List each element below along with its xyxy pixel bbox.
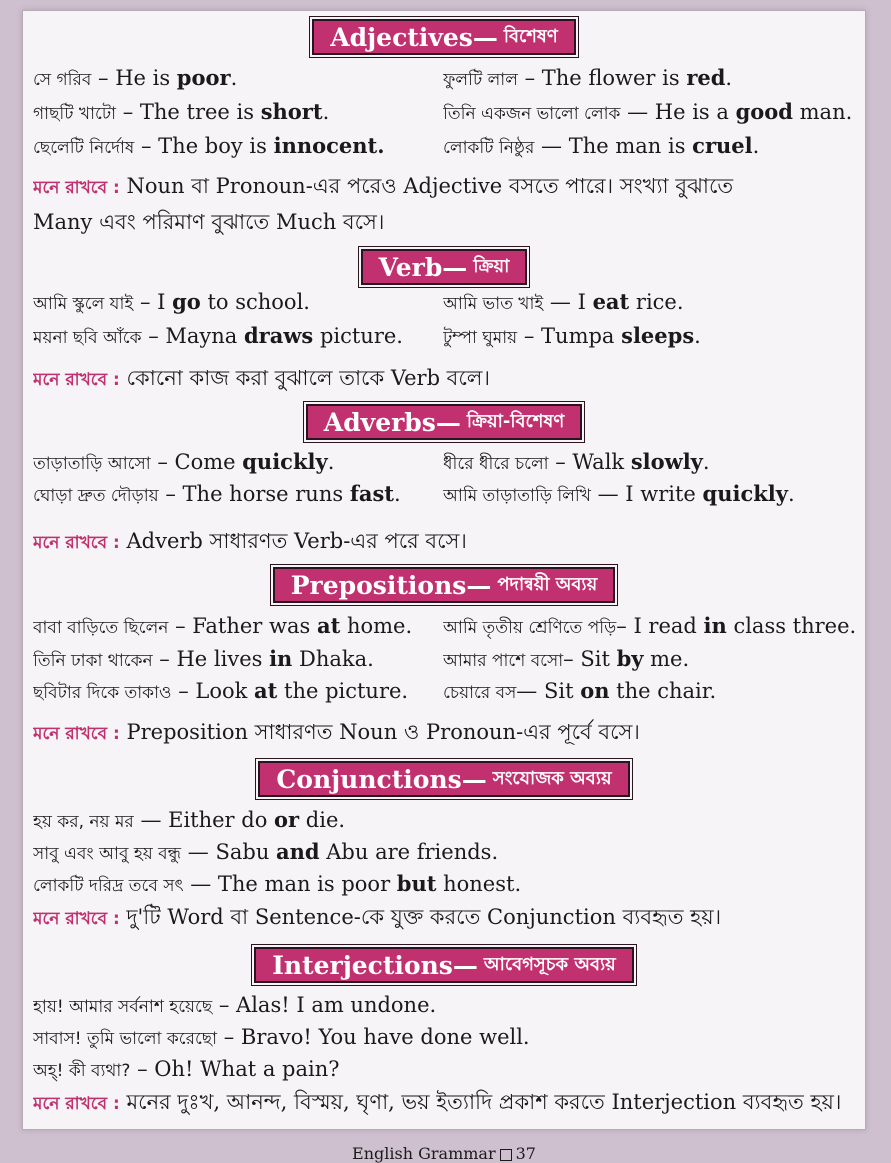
example-right [443, 447, 857, 479]
example-right-english: — I [543, 290, 593, 314]
example-english: – Bravo! You have done well. [217, 1025, 530, 1049]
example-left-bangla: ঘোড়া দ্রুত দৌড়ায় [33, 486, 159, 506]
example-left-bangla: আমি স্কুলে যাই [33, 294, 134, 314]
example-left-english: – He lives [152, 647, 270, 671]
example-left [33, 611, 443, 643]
conjunctions-example-line [33, 837, 857, 869]
example-bangla: হয় কর, নয় মর [33, 812, 134, 832]
prepositions-heading [273, 567, 615, 603]
remember-label: মনে রাখবে : [33, 1094, 120, 1114]
example-keyword: and [276, 839, 320, 864]
example-left [33, 644, 443, 676]
verb-heading-en: Verb— [378, 252, 468, 282]
example-left-english-end: . [393, 482, 401, 506]
example-left-english-end: to school. [200, 290, 310, 314]
example-right-english: – Tumpa [517, 324, 622, 348]
example-left-keyword: at [316, 613, 341, 638]
example-left [33, 321, 443, 353]
example-bangla: সাবু এবং আবু হয় বন্ধু [33, 844, 182, 864]
example-left-english: – I [133, 290, 173, 314]
footer-page-number: 37 [515, 1144, 536, 1163]
prepositions-remember-note [33, 717, 857, 749]
example-right-bangla: টুম্পা ঘুমায় [443, 328, 518, 348]
example-right-keyword: slowly [630, 449, 703, 474]
example-keyword: but [396, 871, 437, 896]
conjunctions-heading-en: Conjunctions— [276, 764, 487, 794]
example-right [443, 479, 857, 511]
example-right [443, 63, 857, 95]
example-left-english-end: home. [340, 614, 413, 638]
example-left-keyword: go [172, 289, 201, 314]
example-right [443, 611, 857, 643]
example-right-keyword: on [580, 678, 610, 703]
interjections-heading-row [23, 947, 865, 983]
example-bangla: অহ্! কী ব্যথা? [33, 1061, 131, 1081]
example-right-bangla: চেয়ারে বস [443, 683, 517, 703]
example-right [443, 644, 857, 676]
example-right-bangla: লোকটি নিষ্ঠুর [443, 138, 535, 158]
example-left-english-end: . [327, 450, 335, 474]
adjectives-example-row [33, 131, 857, 163]
example-right-english-end: me. [643, 647, 690, 671]
remember-label: মনে রাখবে : [33, 724, 120, 744]
example-left-bangla: ছবিটার দিকে তাকাও [33, 683, 172, 703]
example-right-keyword: by [616, 646, 644, 671]
remember-text: কোনো কাজ করা বুঝালে তাকে Verb বলে। [126, 366, 490, 390]
remember-text: দু'টি Word বা Sentence-কে যুক্ত করতে Conjunction ব্যবহৃত হয়। [126, 905, 722, 929]
example-bangla: সাবাস! তুমি ভালো করেছো [33, 1029, 218, 1049]
verb-heading-row [23, 249, 865, 285]
interjections-remember-note [33, 1087, 857, 1119]
remember-label: মনে রাখবে : [33, 178, 120, 198]
example-english-end: Abu are friends. [319, 840, 499, 864]
example-right-english-end: . [752, 134, 760, 158]
example-english-end: die. [299, 808, 346, 832]
book-page [22, 10, 866, 1163]
example-right-bangla: ফুলটি লাল [443, 70, 518, 90]
example-right-english: – Walk [548, 450, 631, 474]
adjectives-heading-row [23, 19, 865, 55]
adjectives-heading [312, 19, 575, 55]
example-right-keyword: in [703, 613, 727, 638]
interjections-heading [254, 947, 634, 983]
adjectives-remember-note [33, 171, 857, 203]
example-left-bangla: ময়না ছবি আঁকে [33, 328, 142, 348]
example-bangla: হায়! আমার সর্বনাশ হয়েছে [33, 997, 213, 1017]
example-left-english: – The horse runs [158, 482, 350, 506]
adverbs-remember-note [33, 526, 857, 558]
example-left [33, 447, 443, 479]
example-right-english: – Sit [563, 647, 617, 671]
example-left-english: – Father was [168, 614, 317, 638]
example-right-keyword: cruel [692, 133, 753, 158]
example-left-english: – Come [150, 450, 243, 474]
conjunctions-heading-row [23, 761, 865, 797]
example-right [443, 97, 857, 129]
adjectives-heading-bn: বিশেষণ [503, 25, 558, 47]
adverbs-heading-row [23, 404, 865, 440]
example-right-english-end: rice. [629, 290, 684, 314]
interjections-heading-en: Interjections— [272, 950, 478, 980]
verb-remember-note [33, 363, 857, 395]
remember-label: মনে রাখবে : [33, 533, 120, 553]
interjections-example-line [33, 990, 857, 1022]
example-left-keyword: short [260, 99, 323, 124]
example-left-english-end: . [322, 100, 330, 124]
prepositions-example-row [33, 611, 857, 643]
adjectives-example-row [33, 63, 857, 95]
example-right-bangla: আমার পাশে বসো [443, 651, 564, 671]
example-right-english: — The man is [534, 134, 693, 158]
adjectives-heading-en: Adjectives— [330, 22, 498, 52]
remember-text: Many এবং পরিমাণ বুঝাতে Much বসে। [33, 210, 385, 234]
prepositions-heading-row [23, 567, 865, 603]
example-right-bangla: আমি তৃতীয় শ্রেণিতে পড়ি [443, 618, 617, 638]
example-left-keyword: draws [244, 323, 314, 348]
example-left-english-end: Dhaka. [292, 647, 374, 671]
verb-heading [361, 249, 528, 285]
footer-book-title: English Grammar [352, 1144, 496, 1163]
remember-text: Preposition সাধারণত Noun ও Pronoun-এর পূর্বে বসে। [126, 720, 640, 744]
verb-heading-bn: ক্রিয়া [473, 255, 510, 277]
example-left [33, 131, 443, 163]
example-right-english: — He is a [620, 100, 736, 124]
example-left-bangla: তাড়াতাড়ি আসো [33, 454, 151, 474]
adjectives-example-row [33, 97, 857, 129]
page-footer [23, 1144, 865, 1163]
example-right-english-end: class three. [726, 614, 857, 638]
interjections-example-line [33, 1022, 857, 1054]
example-left-bangla: ছেলেটি নির্দোষ [33, 138, 135, 158]
conjunctions-example-line [33, 805, 857, 837]
example-left-keyword: innocent. [273, 133, 385, 158]
example-left-keyword: fast [349, 481, 394, 506]
example-left-english-end: the picture. [277, 679, 409, 703]
example-right-keyword: quickly [702, 481, 788, 506]
verb-example-row [33, 287, 857, 319]
example-english: – Alas! I am undone. [212, 993, 437, 1017]
conjunctions-heading [258, 761, 629, 797]
example-bangla: লোকটি দরিদ্র তবে সৎ [33, 876, 184, 896]
example-right [443, 131, 857, 163]
adverbs-heading [306, 404, 582, 440]
example-left [33, 479, 443, 511]
example-left-bangla: সে গরিব [33, 70, 92, 90]
example-right-english-end: the chair. [609, 679, 717, 703]
adverbs-heading-bn: ক্রিয়া-বিশেষণ [466, 410, 565, 432]
remember-label: মনে রাখবে : [33, 909, 120, 929]
example-english: — Sabu [181, 840, 277, 864]
example-right-english: — Sit [516, 679, 581, 703]
example-right-english-end: . [702, 450, 710, 474]
adverbs-heading-en: Adverbs— [323, 407, 461, 437]
example-left [33, 676, 443, 708]
example-right-english: – The flower is [517, 66, 687, 90]
example-left-keyword: at [254, 678, 278, 703]
interjections-heading-bn: আবেগসূচক অব্যয় [483, 953, 616, 975]
remember-text: Adverb সাধারণত Verb-এর পরে বসে। [126, 529, 467, 553]
example-right-english-end: man. [792, 100, 853, 124]
example-left-english: – Mayna [141, 324, 244, 348]
example-right-bangla: তিনি একজন ভালো লোক [443, 104, 621, 124]
example-right-keyword: red [686, 65, 726, 90]
example-right [443, 676, 857, 708]
example-right-keyword: sleeps [621, 323, 695, 348]
example-left-english-end: picture. [313, 324, 403, 348]
example-right-english-end: . [787, 482, 795, 506]
example-english: — The man is poor [183, 872, 397, 896]
example-keyword: or [274, 807, 300, 832]
example-left-english: – Look [171, 679, 255, 703]
conjunctions-remember-note [33, 902, 857, 934]
prepositions-example-row [33, 644, 857, 676]
example-right-keyword: good [735, 99, 793, 124]
example-left [33, 97, 443, 129]
example-right [443, 287, 857, 319]
conjunctions-example-line [33, 869, 857, 901]
example-english: – Oh! What a pain? [130, 1057, 340, 1081]
example-right-english-end: . [725, 66, 733, 90]
prepositions-heading-bn: পদান্বয়ী অব্যয় [497, 573, 598, 595]
adjectives-remember-note [33, 207, 857, 237]
example-right [443, 321, 857, 353]
remember-text: Noun বা Pronoun-এর পরেও Adjective বসতে পারে। সংখ্যা বুঝাতে [126, 174, 734, 198]
example-left-keyword: in [269, 646, 293, 671]
example-left-bangla: গাছটি খাটো [33, 104, 117, 124]
example-right-bangla: ধীরে ধীরে চলো [443, 454, 549, 474]
example-left-english-end: . [230, 66, 238, 90]
example-left-english: – He is [91, 66, 177, 90]
example-right-bangla: আমি ভাত খাই [443, 294, 544, 314]
example-left-keyword: poor [176, 65, 231, 90]
example-left-keyword: quickly [242, 449, 328, 474]
verb-example-row [33, 321, 857, 353]
example-left [33, 287, 443, 319]
adverbs-example-row [33, 479, 857, 511]
interjections-example-line [33, 1054, 857, 1086]
remember-label: মনে রাখবে : [33, 370, 120, 390]
example-english: — Either do [133, 808, 275, 832]
example-right-bangla: আমি তাড়াতাড়ি লিখি [443, 486, 591, 506]
example-right-english: — I write [590, 482, 703, 506]
example-left [33, 63, 443, 95]
remember-text: মনের দুঃখ, আনন্দ, বিস্ময়, ঘৃণা, ভয় ইত্যাদি প্রকাশ করতে Interjection ব্যবহৃত হয়। [126, 1090, 842, 1114]
conjunctions-heading-bn: সংযোজক অব্যয় [492, 767, 612, 789]
example-right-keyword: eat [592, 289, 630, 314]
example-left-bangla: বাবা বাড়িতে ছিলেন [33, 618, 169, 638]
prepositions-heading-en: Prepositions— [290, 570, 492, 600]
example-right-english-end: . [694, 324, 701, 348]
example-left-english: – The boy is [134, 134, 274, 158]
example-english-end: honest. [436, 872, 522, 896]
example-left-english: – The tree is [116, 100, 261, 124]
adverbs-example-row [33, 447, 857, 479]
example-left-bangla: তিনি ঢাকা থাকেন [33, 651, 153, 671]
page-content [23, 11, 865, 1129]
example-right-english: – I read [616, 614, 704, 638]
prepositions-example-row [33, 676, 857, 708]
